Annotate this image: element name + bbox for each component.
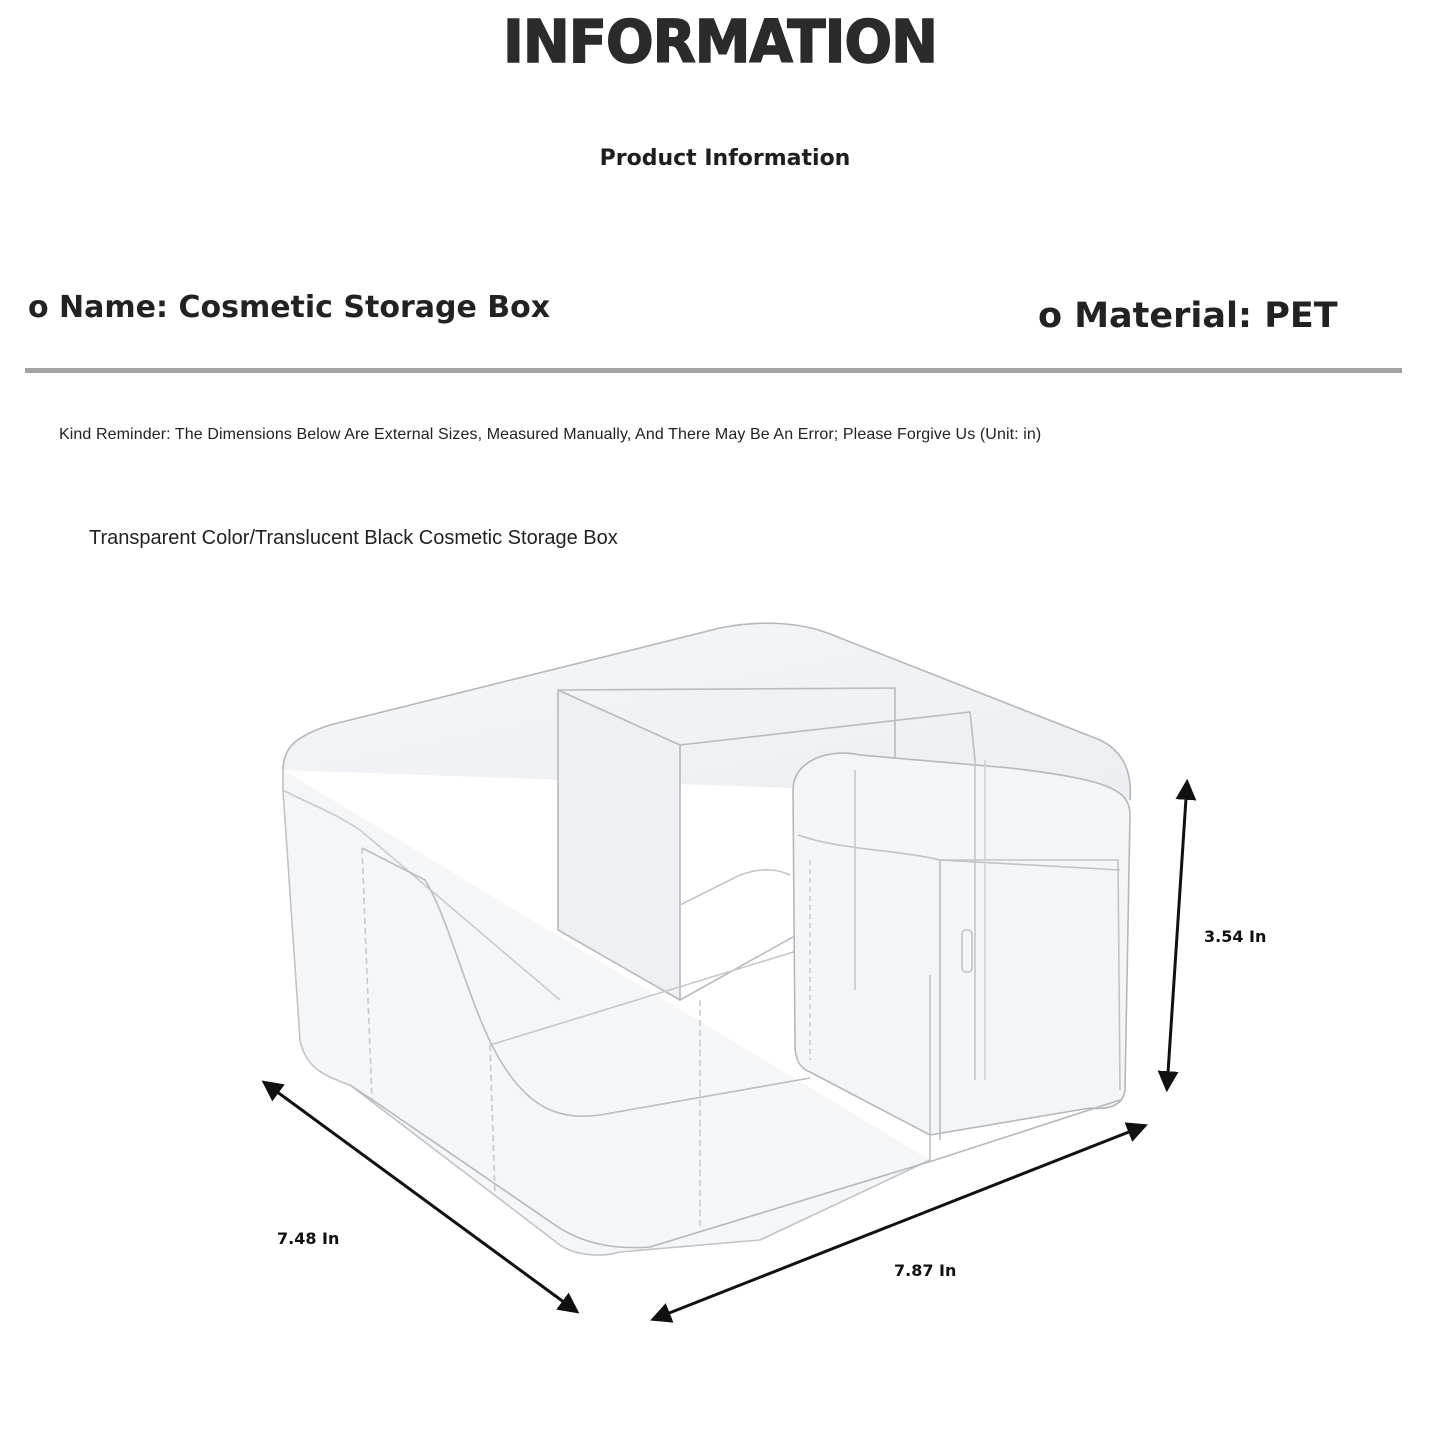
height-label: 3.54 In [1204, 927, 1267, 946]
section-subtitle: Product Information [599, 146, 851, 171]
spec-material: o Material: PET [1038, 296, 1338, 336]
kind-reminder: Kind Reminder: The Dimensions Below Are External Sizes, Measured Manually, And There May Be An Error; Please Forgive Us (Unit: in) [59, 426, 1042, 443]
width-label: 7.87 In [894, 1261, 957, 1280]
storage-box-drawing [283, 623, 1130, 1255]
depth-label: 7.48 In [277, 1229, 340, 1248]
height-arrow [1167, 783, 1187, 1088]
spec-name: o Name: Cosmetic Storage Box [28, 290, 551, 325]
page-title: INFORMATION [503, 8, 937, 77]
variant-label: Transparent Color/Translucent Black Cosmetic Storage Box [89, 527, 618, 549]
